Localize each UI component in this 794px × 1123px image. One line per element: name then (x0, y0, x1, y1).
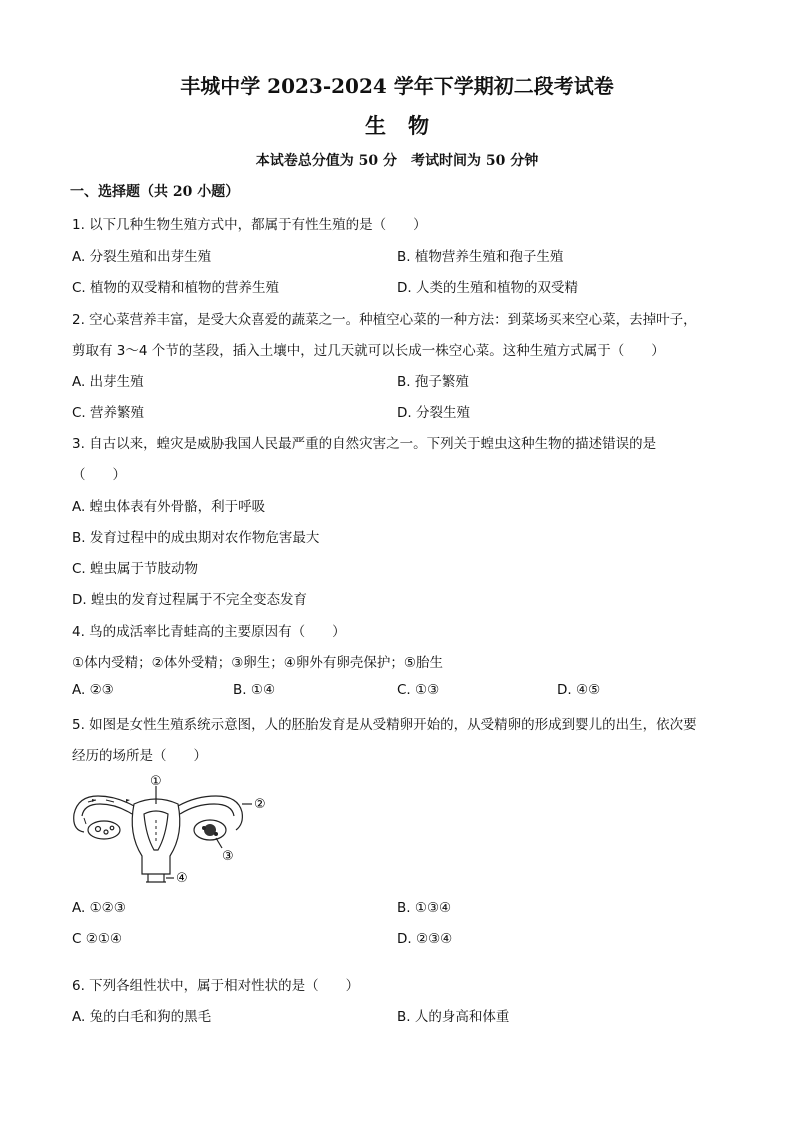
q4-option-b: B. ①④ (233, 682, 276, 698)
q2-option-b: B. 孢子繁殖 (397, 374, 469, 390)
q3-option-b: B. 发育过程中的成虫期对农作物危害最大 (72, 530, 320, 546)
q5-option-d: D. ②③④ (397, 931, 453, 947)
figure-label-1: ① (150, 774, 162, 789)
figure-label-2: ② (254, 797, 266, 812)
subject-title (0, 110, 794, 140)
time-info: 考试时间为 50 分钟 (411, 153, 539, 169)
q2-option-c: C. 营养繁殖 (72, 405, 145, 421)
exam-title: 丰城中学 2023-2024 学年下学期初二段考试卷 (180, 74, 614, 98)
exam-info (0, 150, 794, 170)
uterus-outline (132, 799, 180, 874)
question-5-stem-line-1: 5. 如图是女性生殖系统示意图，人的胚胎发育是从受精卵开始的，从受精卵的形成到婴儿的出生，依次要 (72, 717, 697, 733)
female-reproductive-system-diagram (66, 774, 281, 889)
left-ovary (88, 821, 120, 839)
question-4-stem: 4. 鸟的成活率比青蛙高的主要原因有（ ） (72, 624, 346, 640)
subject-char-1: 生 (365, 113, 386, 138)
figure-label-3: ③ (222, 849, 234, 864)
question-4-statements: ①体内受精；②体外受精；③卵生；④卵外有卵壳保护；⑤胎生 (72, 655, 444, 671)
q4-option-c: C. ①③ (397, 682, 440, 698)
q1-option-d: D. 人类的生殖和植物的双受精 (397, 280, 578, 296)
question-2-stem-line-2: 剪取有 3～4 个节的茎段，插入土壤中，过几天就可以长成一株空心菜。这种生殖方式属于（ ） (72, 343, 665, 359)
q4-option-d: D. ④⑤ (557, 682, 601, 698)
q5-option-c: C ②①④ (72, 931, 123, 947)
question-6-stem: 6. 下列各组性状中，属于相对性状的是（ ） (72, 978, 360, 994)
question-1-stem: 1. 以下几种生物生殖方式中，都属于有性生殖的是（ ） (72, 217, 427, 233)
figure-label-4: ④ (176, 871, 188, 886)
question-5-stem-line-2: 经历的场所是（ ） (72, 748, 207, 764)
q3-option-c: C. 蝗虫属于节肢动物 (72, 561, 199, 577)
total-score-info: 本试卷总分值为 50 分 (255, 153, 397, 169)
vagina-outline (146, 874, 166, 882)
q2-option-d: D. 分裂生殖 (397, 405, 470, 421)
question-2-stem-line-1: 2. 空心菜营养丰富，是受大众喜爱的蔬菜之一。种植空心菜的一种方法：到菜场买来空心菜，去掉叶子， (72, 312, 697, 328)
q6-option-b: B. 人的身高和体重 (397, 1009, 510, 1025)
q3-option-a: A. 蝗虫体表有外骨骼，利于呼吸 (72, 499, 266, 515)
q5-option-b: B. ①③④ (397, 900, 452, 916)
q1-option-a: A. 分裂生殖和出芽生殖 (72, 249, 212, 265)
q4-option-a: A. ②③ (72, 682, 114, 698)
q1-option-b: B. 植物营养生殖和孢子生殖 (397, 249, 564, 265)
q6-option-a: A. 兔的白毛和狗的黑毛 (72, 1009, 212, 1025)
q2-option-a: A. 出芽生殖 (72, 374, 144, 390)
question-3-stem-line-2: （ ） (72, 467, 126, 483)
subject-char-2: 物 (408, 113, 429, 138)
q1-option-c: C. 植物的双受精和植物的营养生殖 (72, 280, 280, 296)
q3-option-d: D. 蝗虫的发育过程属于不完全变态发育 (72, 592, 307, 608)
section-heading: 一、选择题（共 20 小题） (70, 184, 240, 200)
q5-option-a: A. ①②③ (72, 900, 126, 916)
question-3-stem-line-1: 3. 自古以来，蝗灾是威胁我国人民最严重的自然灾害之一。下列关于蝗虫这种生物的描述错误的是 (72, 436, 657, 452)
